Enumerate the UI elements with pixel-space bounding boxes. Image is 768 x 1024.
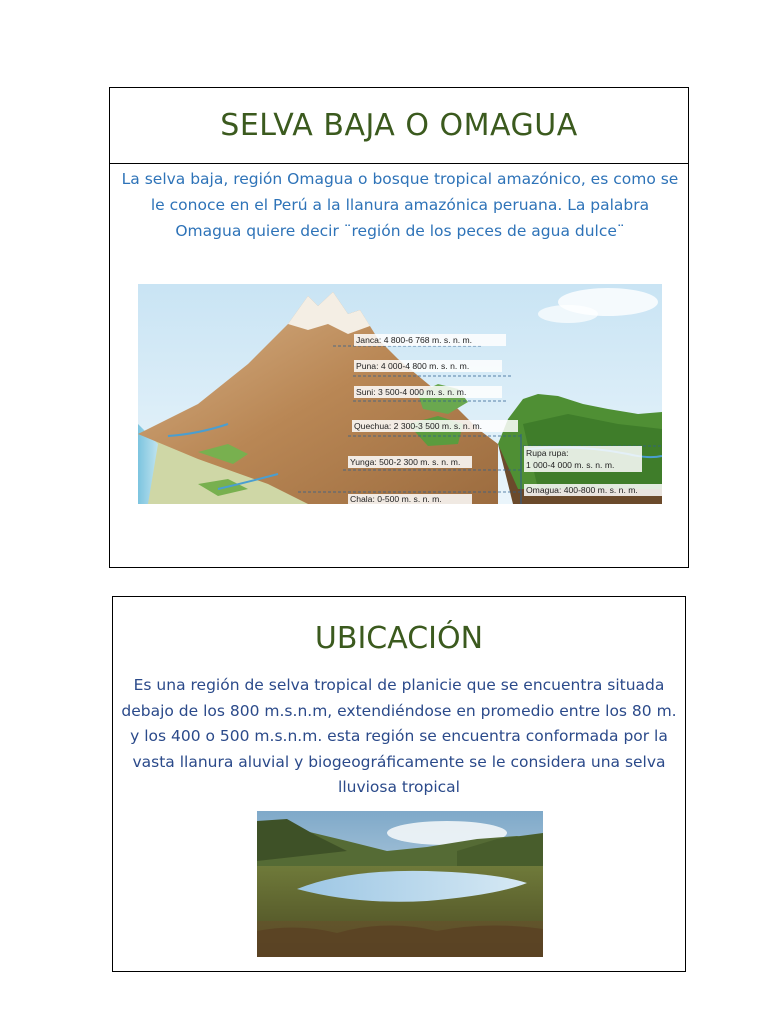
label-puna: Puna: 4 000-4 800 m. s. n. m. bbox=[356, 361, 470, 371]
altitude-regions-diagram bbox=[138, 284, 662, 504]
section-title-ubicacion: UBICACIÓN bbox=[314, 621, 484, 656]
section-title-selva-baja: SELVA BAJA O OMAGUA bbox=[110, 88, 688, 164]
label-rupa-range: 1 000-4 000 m. s. n. m. bbox=[526, 460, 615, 470]
selva-baja-description: La selva baja, región Omagua o bosque tropical amazónico, es como se le conoce en el Perú a la llanura amazónica peruana. La palabra Omagua quiere decir ¨región de los peces de agua dulce¨ bbox=[121, 170, 679, 240]
label-janca: Janca: 4 800-6 768 m. s. n. m. bbox=[356, 335, 473, 345]
label-quechua: Quechua: 2 300-3 500 m. s. n. m. bbox=[354, 421, 483, 431]
photo-foreground bbox=[257, 925, 543, 957]
label-suni: Suni: 3 500-4 000 m. s. n. m. bbox=[356, 387, 467, 397]
lagoon-landscape-photo bbox=[257, 811, 543, 957]
ubicacion-description: Es una región de selva tropical de planicie que se encuentra situada debajo de los 800 m.s.n.m, extendiéndose en promedio entre los 80 m. y los 400 o 500 m.s.n.m. esta región se encuentra conformada por la vasta llanura aluvial y biogeográficamente se le considera una selva lluviosa tropical bbox=[121, 676, 677, 796]
selva-baja-card bbox=[109, 87, 689, 568]
label-rupa-rupa: Rupa rupa: bbox=[526, 448, 569, 458]
label-chala: Chala: 0-500 m. s. n. m. bbox=[350, 494, 442, 504]
ubicacion-card bbox=[112, 596, 686, 972]
cloud bbox=[538, 305, 598, 323]
label-yunga: Yunga: 500-2 300 m. s. n. m. bbox=[350, 457, 461, 467]
label-omagua: Omagua: 400-800 m. s. n. m. bbox=[526, 485, 638, 495]
